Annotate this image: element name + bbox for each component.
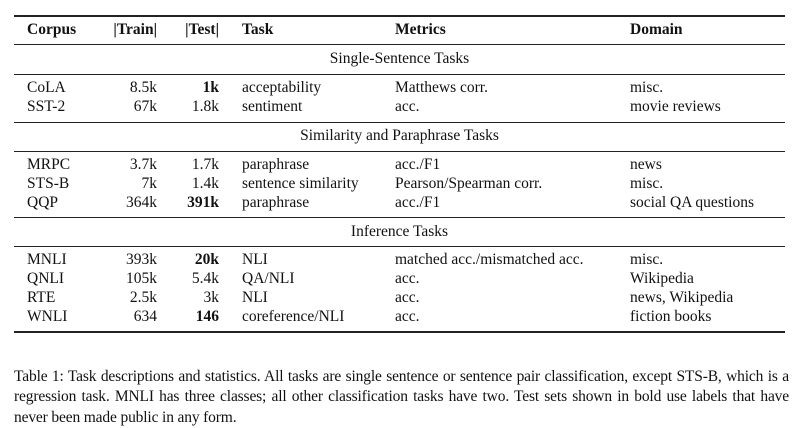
train-cell: 364k: [126, 193, 157, 213]
train-cell: 393k: [126, 250, 157, 270]
task-cell: QA/NLI: [242, 269, 295, 289]
domain-cell: Wikipedia: [630, 269, 694, 289]
train-cell: 634: [134, 307, 157, 327]
section-rule: [14, 246, 785, 247]
section-title-similarity: Similarity and Paraphrase Tasks: [14, 126, 785, 146]
corpus-cell: QNLI: [27, 269, 64, 289]
table-row: [0, 269, 800, 289]
train-cell: 8.5k: [130, 78, 157, 98]
test-cell: 146: [196, 307, 219, 327]
table-row: [0, 174, 800, 194]
test-cell: 1k: [203, 78, 219, 98]
train-cell: 2.5k: [130, 288, 157, 308]
train-cell: 105k: [126, 269, 157, 289]
corpus-cell: WNLI: [27, 307, 67, 327]
test-cell: 1.8k: [192, 97, 219, 117]
test-cell: 20k: [195, 250, 219, 270]
domain-cell: movie reviews: [630, 97, 721, 117]
corpus-cell: RTE: [27, 288, 55, 308]
header-rule: [14, 44, 785, 45]
header-row: [0, 20, 800, 40]
header-corpus: Corpus: [27, 20, 76, 40]
metrics-cell: acc.: [395, 269, 420, 289]
corpus-cell: STS-B: [27, 174, 69, 194]
domain-cell: misc.: [630, 174, 663, 194]
task-cell: paraphrase: [242, 193, 309, 213]
section-rule: [14, 217, 785, 218]
domain-cell: fiction books: [630, 307, 711, 327]
task-cell: paraphrase: [242, 155, 309, 175]
corpus-cell: SST-2: [27, 97, 65, 117]
task-cell: sentence similarity: [242, 174, 359, 194]
train-cell: 3.7k: [130, 155, 157, 175]
metrics-cell: acc./F1: [395, 193, 440, 213]
metrics-cell: acc.: [395, 288, 420, 308]
table-row: [0, 307, 800, 327]
task-cell: acceptability: [242, 78, 321, 98]
test-cell: 391k: [187, 193, 219, 213]
metrics-cell: acc.: [395, 97, 420, 117]
task-cell: NLI: [242, 250, 268, 270]
train-cell: 67k: [134, 97, 157, 117]
bottom-rule: [14, 331, 785, 333]
corpus-cell: MRPC: [27, 155, 70, 175]
corpus-cell: MNLI: [27, 250, 67, 270]
domain-cell: misc.: [630, 78, 663, 98]
header-task: Task: [242, 20, 273, 40]
table-row: [0, 288, 800, 308]
metrics-cell: acc.: [395, 307, 420, 327]
top-rule: [14, 15, 785, 17]
metrics-cell: matched acc./mismatched acc.: [395, 250, 583, 270]
section-rule: [14, 122, 785, 123]
task-cell: coreference/NLI: [242, 307, 344, 327]
table-row: [0, 155, 800, 175]
test-cell: 3k: [204, 288, 220, 308]
domain-cell: social QA questions: [630, 193, 754, 213]
metrics-cell: acc./F1: [395, 155, 440, 175]
section-title-single-sentence: Single-Sentence Tasks: [14, 49, 785, 69]
table-row: [0, 97, 800, 117]
corpus-cell: QQP: [27, 193, 58, 213]
corpus-cell: CoLA: [27, 78, 66, 98]
header-test: |Test|: [185, 20, 219, 40]
task-cell: NLI: [242, 288, 268, 308]
table-caption: Table 1: Task descriptions and statistics. All tasks are single sentence or sentence pair classification, except STS-B, which is a regression task. MNLI has three classes; all other classification tasks have two. Test sets shown in bold use labels that have never been made public in any form.: [14, 367, 789, 428]
metrics-cell: Pearson/Spearman corr.: [395, 174, 542, 194]
section-rule: [14, 74, 785, 75]
header-domain: Domain: [630, 20, 683, 40]
section-title-inference: Inference Tasks: [14, 222, 785, 242]
domain-cell: news: [630, 155, 662, 175]
domain-cell: news, Wikipedia: [630, 288, 733, 308]
train-cell: 7k: [142, 174, 158, 194]
task-cell: sentiment: [242, 97, 302, 117]
domain-cell: misc.: [630, 250, 663, 270]
header-train: |Train|: [113, 20, 157, 40]
table-row: [0, 78, 800, 98]
test-cell: 1.4k: [192, 174, 219, 194]
table-row: [0, 250, 800, 270]
section-rule: [14, 151, 785, 152]
test-cell: 5.4k: [192, 269, 219, 289]
table-row: [0, 193, 800, 213]
metrics-cell: Matthews corr.: [395, 78, 488, 98]
test-cell: 1.7k: [192, 155, 219, 175]
header-metrics: Metrics: [395, 20, 446, 40]
